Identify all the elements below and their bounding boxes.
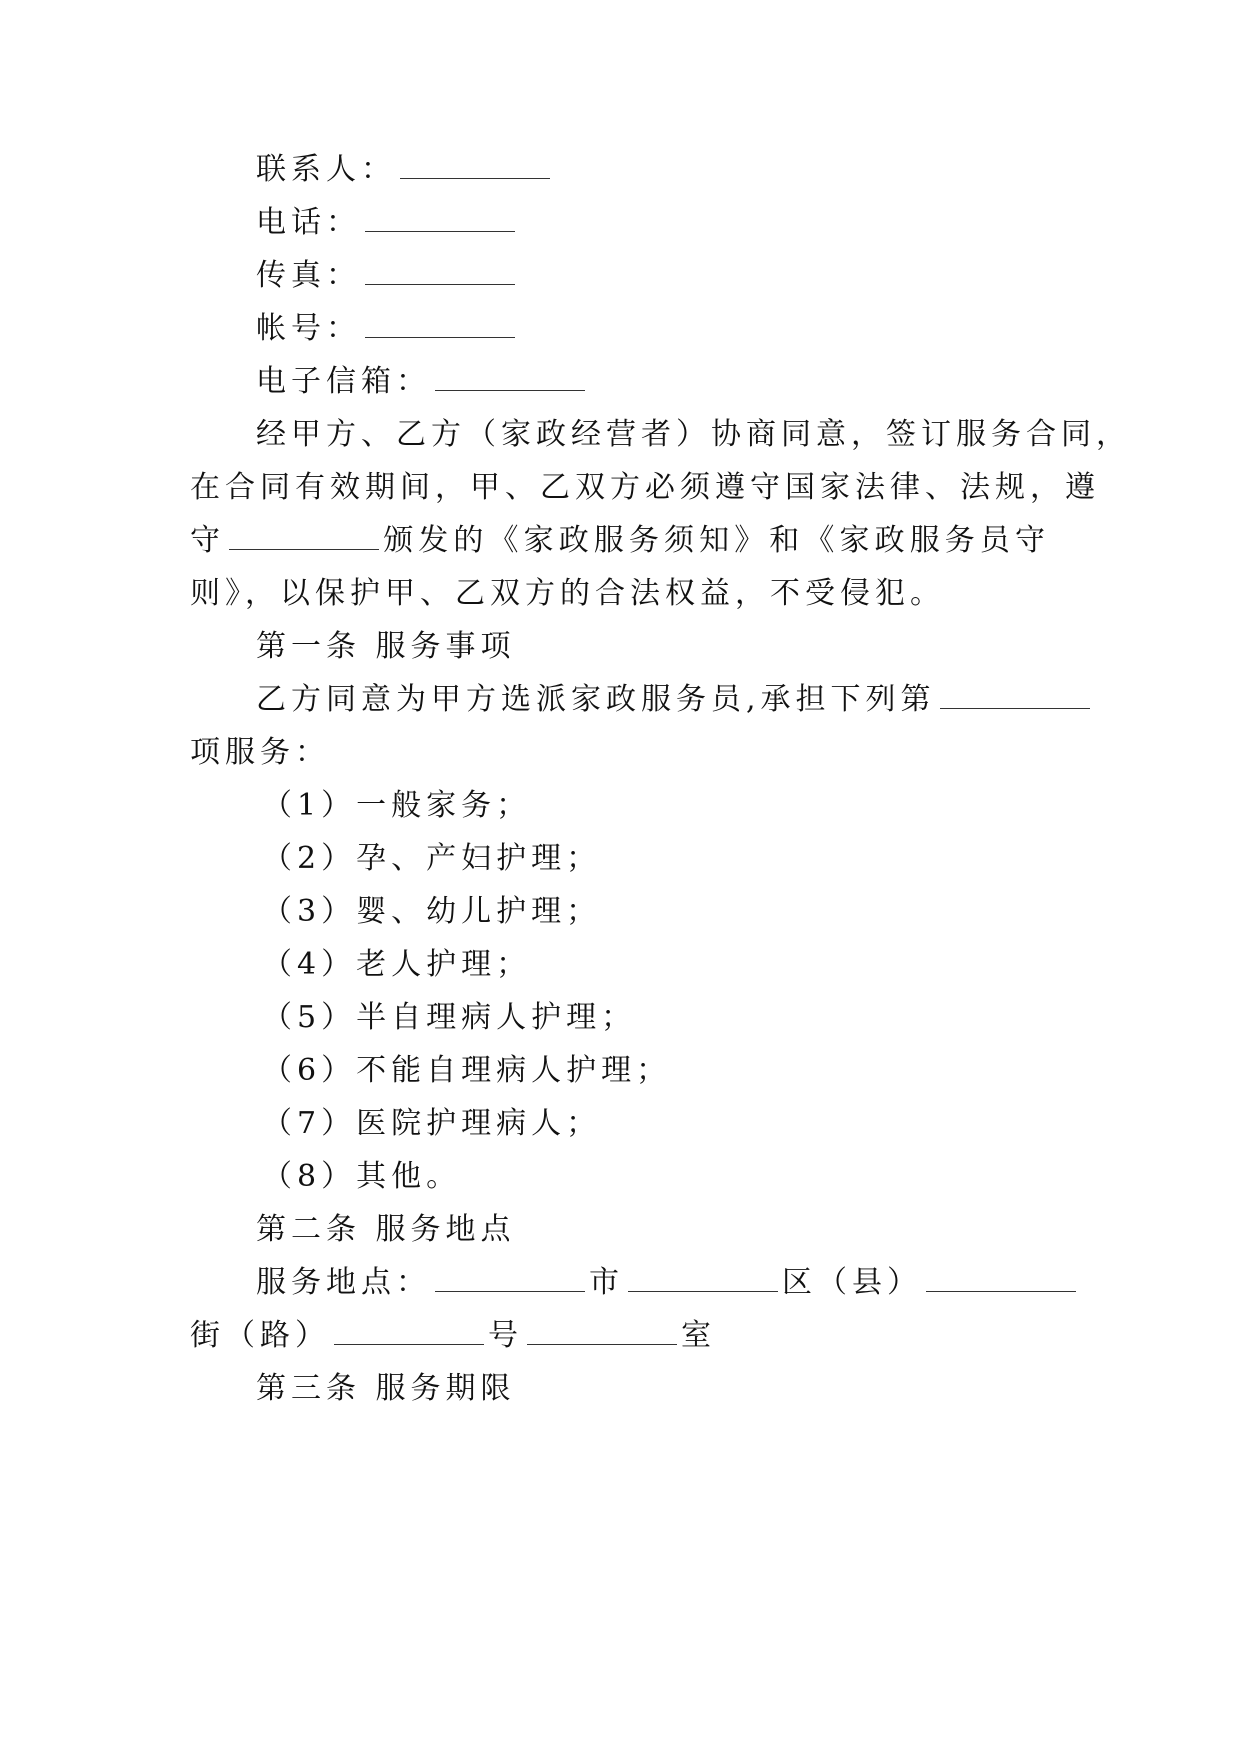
street-blank[interactable] bbox=[926, 1290, 1076, 1292]
intro-line-4: 则》，以保护甲、乙双方的合法权益，不受侵犯。 bbox=[190, 576, 945, 611]
contact-person-label: 联系人： bbox=[256, 152, 396, 187]
article2-heading: 第二条 服务地点 bbox=[256, 1212, 516, 1247]
room-label: 室 bbox=[681, 1318, 716, 1353]
contact-person-line bbox=[256, 150, 554, 190]
account-blank[interactable] bbox=[365, 336, 515, 338]
article1-text-line-2: 项服务： bbox=[190, 735, 330, 770]
service-item-8: （8）其他。 bbox=[262, 1159, 462, 1194]
phone-label: 电话： bbox=[256, 205, 361, 240]
service-address-label: 服务地点： bbox=[256, 1265, 431, 1300]
street-label: 街（路） bbox=[190, 1318, 330, 1353]
fax-blank[interactable] bbox=[365, 283, 515, 285]
phone-line bbox=[256, 203, 519, 243]
number-blank[interactable] bbox=[334, 1343, 484, 1345]
service-item-6: （6）不能自理病人护理； bbox=[262, 1053, 672, 1088]
room-blank[interactable] bbox=[527, 1343, 677, 1345]
article1-text-line-1-label: 乙方同意为甲方选派家政服务员,承担下列第 bbox=[256, 682, 936, 717]
email-blank[interactable] bbox=[435, 389, 585, 391]
service-address-line-2 bbox=[190, 1316, 716, 1356]
city-label: 市 bbox=[589, 1265, 624, 1300]
intro-line-3-prefix: 守 bbox=[190, 523, 226, 558]
service-address-line-1 bbox=[256, 1263, 1080, 1303]
service-item-2: （2）孕、产妇护理； bbox=[262, 841, 602, 876]
service-item-number-blank[interactable] bbox=[940, 707, 1090, 709]
city-blank[interactable] bbox=[435, 1290, 585, 1292]
article1-text-line-1 bbox=[256, 680, 1094, 720]
service-item-3: （3）婴、幼儿护理； bbox=[262, 894, 602, 929]
number-label: 号 bbox=[488, 1318, 523, 1353]
contact-person-blank[interactable] bbox=[400, 177, 550, 179]
intro-line-2: 在合同有效期间，甲、乙双方必须遵守国家法律、法规，遵 bbox=[190, 470, 1100, 505]
service-item-5: （5）半自理病人护理； bbox=[262, 1000, 637, 1035]
article3-heading: 第三条 服务期限 bbox=[256, 1371, 516, 1406]
account-label: 帐号： bbox=[256, 311, 361, 346]
intro-line-3-suffix: 颁发的《家政服务须知》和《家政服务员守 bbox=[383, 523, 1051, 558]
intro-line-3 bbox=[190, 521, 1050, 561]
account-line bbox=[256, 309, 519, 349]
phone-blank[interactable] bbox=[365, 230, 515, 232]
service-item-7: （7）医院护理病人； bbox=[262, 1106, 602, 1141]
fax-line bbox=[256, 256, 519, 296]
service-item-4: （4）老人护理； bbox=[262, 947, 532, 982]
article1-heading: 第一条 服务事项 bbox=[256, 629, 516, 664]
issuer-blank[interactable] bbox=[229, 548, 379, 550]
service-item-1: （1）一般家务； bbox=[262, 788, 532, 823]
intro-line-1: 经甲方、乙方（家政经营者）协商同意，签订服务合同， bbox=[256, 417, 1131, 452]
district-blank[interactable] bbox=[628, 1290, 778, 1292]
district-label: 区（县） bbox=[782, 1265, 922, 1300]
fax-label: 传真： bbox=[256, 258, 361, 293]
email-line bbox=[256, 362, 589, 402]
email-label: 电子信箱： bbox=[256, 364, 431, 399]
